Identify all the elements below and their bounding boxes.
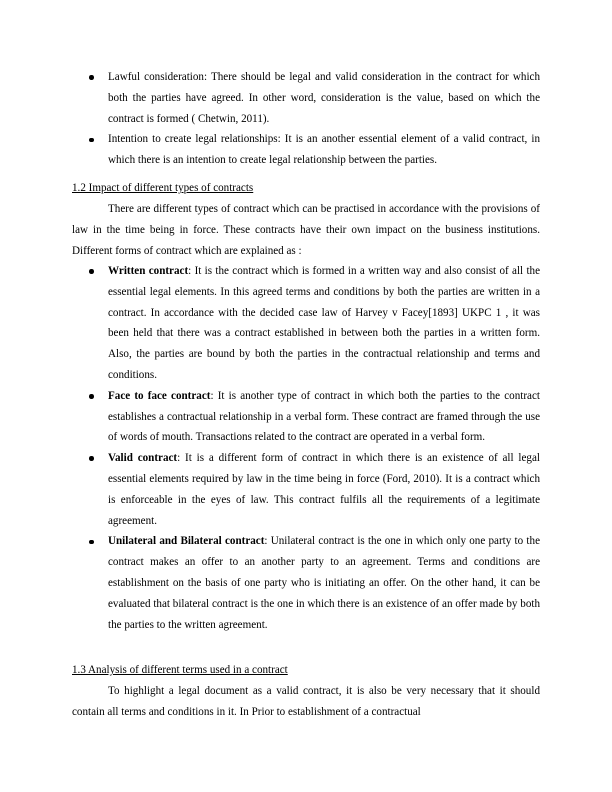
section-1-2-intro: There are different types of contract which can be practised in accordance with the provisions of law in the time being in force. These contracts have their own impact on the business institutions. Different forms of contract which are explained as : [72, 203, 540, 257]
bullet-icon [89, 269, 94, 274]
bullet-icon [89, 394, 94, 399]
list-item: Written contract: It is the contract which is formed in a written way and also consist of all the essential legal elements. In this agreed terms and conditions by both the parties are written in a contract. In accordance with the decided case law of Harvey v Facey[1893] UKPC 1 , it was been held that there was a contract established in between both the parties in a written form. Also, the parties are bound by both the parties in the contractual relationship and terms and conditions. [72, 261, 540, 386]
list-item: Intention to create legal relationships: It is an another essential element of a valid contract, in which there is an intention to create legal relationship between the parties. [72, 129, 540, 171]
bullet-icon [89, 540, 94, 545]
section-heading-1-2: 1.2 Impact of different types of contracts [72, 182, 254, 194]
list-item: Valid contract: It is a different form of contract in which there is an existence of all legal essential elements required by law in the time being in force (Ford, 2010). It is a contract which is enforceable in the eyes of law. This contract fulfils all the requirements of a legitimate agreement. [72, 448, 540, 531]
bullet-list-contract-types [72, 261, 540, 635]
section-1-3-intro: To highlight a legal document as a valid contract, it is also be very necessary that it should contain all terms and conditions in it. In Prior to establishment of a contractual [72, 685, 540, 718]
section-heading-1-3: 1.3 Analysis of different terms used in a contract [72, 664, 288, 676]
bullet-icon [89, 75, 94, 80]
list-item: Face to face contract: It is another type of contract in which both the parties to the contract establishes a contractual relationship in a verbal form. These contract are framed through the use of words of mouth. Transactions related to the contract are operated in a verbal form. [72, 386, 540, 448]
list-item: Lawful consideration: There should be legal and valid consideration in the contract for which both the parties have agreed. In other word, consideration is the value, based on which the contract is formed ( Chetwin, 2011). [72, 67, 540, 129]
list-item: Unilateral and Bilateral contract: Unilateral contract is the one in which only one party to the contract makes an offer to an another party to an agreement. Terms and conditions are establishment on the basis of one party who is initiating an offer. On the other hand, it can be evaluated that bilateral contract is the one in which there is an existence of an offer made by both the parties to the written agreement. [72, 531, 540, 635]
bullet-icon [89, 138, 94, 143]
bullet-icon [89, 456, 94, 461]
bullet-list-top [72, 67, 540, 171]
